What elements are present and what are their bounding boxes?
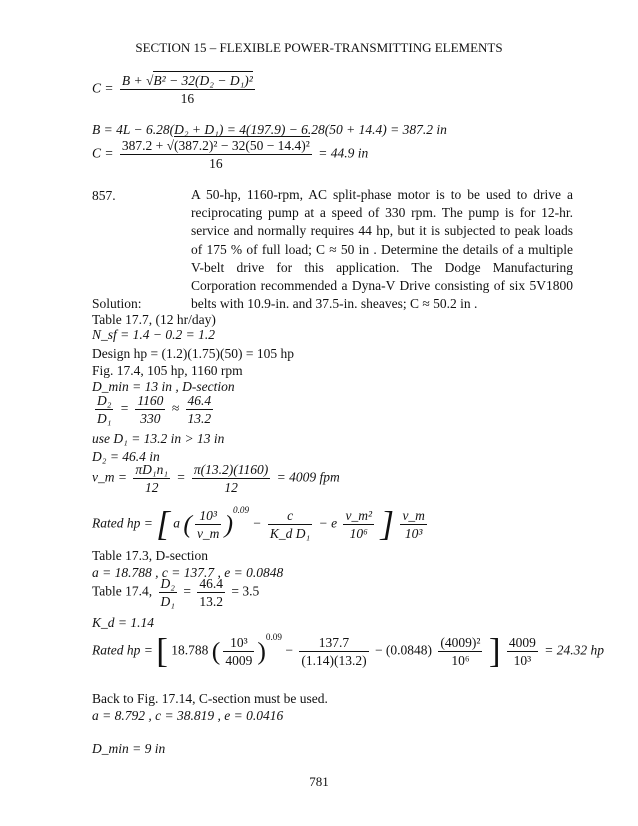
kd-value: K_d = 1.14 [92,615,154,630]
belt-velocity: v_m = $\frac{\text{πD₁n₁}}{12}$ = $\frac{\pi(13.2)(1160)}{12}$ = 4009 fpm [92,462,340,495]
dmin-c-section: D_min = 9 in [92,741,166,756]
speed-ratio: $\frac{\text{D₂}}{\text{D₁}}$ = $\frac{1160}{330}$ ≈ $\frac{46.4}{13.2}$ [97,393,212,426]
eq-lhs: C = [92,80,114,96]
d2-value: D₂ = 46.4 in [92,449,160,464]
coefficients-c-section: a = 8.792 , c = 38.819 , e = 0.0416 [92,708,284,723]
page-number: 781 [309,774,329,789]
eq-num-term: B + [121,73,143,88]
eq-denominator: 16 [180,90,195,106]
design-hp: Design hp = (1.2)(1.75)(50) = 105 hp [92,346,294,361]
service-factor: N_sf = 1.4 − 0.2 = 1.2 [92,327,215,342]
equation-c-general [92,74,258,105]
eq-radicand: B² − 32(D₂ − D₁)² [153,73,253,88]
eq-result: = 44.9 in [318,145,369,161]
equation-b: B = 4L − 6.28(D₂ + D₁) = 4(197.9) − 6.28(50 + 14.4) = 387.2 in [92,122,447,137]
eq-radicand: (387.2)² − 32(50 − 14.4)² [174,138,310,153]
use-d1: use D₁ = 13.2 in > 13 in [92,431,225,446]
back-to-fig: Back to Fig. 17.14, C-section must be used. [92,691,328,706]
rated-hp-numeric: Rated hp = [ 18.788 ( $\frac{\text{10³}}{4009}$ )$^{0.09}$ − $\frac{137.7}{(1.14)(13.2)}$ − (0.0848) $\frac{\text{(4009)²}}{\text{10⁶}}$ ] $\frac{4009}{\text{10³}}$ = 24.32 hp [92,631,605,671]
page-header: SECTION 15 – FLEXIBLE POWER-TRANSMITTING ELEMENTS [135,40,503,55]
eq-num-term: 387.2 + [121,138,164,153]
table-17-7-ref: Table 17.7, (12 hr/day) [92,312,216,327]
coefficients-d-section: a = 18.788 , c = 137.7 , e = 0.0848 [92,565,284,580]
table-17-4-ratio: Table 17.4, $\frac{\text{D₂}}{\text{D₁}}$ = $\frac{46.4}{13.2}$ = 3.5 [92,576,260,609]
solution-heading: Solution: [92,296,142,311]
eq-fraction: $\frac{\text{387.2 + √(387.2)² − 32(50 − 14.4)²}}{16}$ [121,138,310,171]
dmin-d-section: D_min = 13 in , D-section [92,379,235,394]
fig-17-4-ref: Fig. 17.4, 105 hp, 1160 rpm [92,363,243,378]
problem-number: 857. [92,188,116,203]
table-17-3-ref: Table 17.3, D-section [92,548,209,563]
equation-c-numeric [92,139,368,170]
eq-denominator: 16 [209,155,223,171]
rated-hp-formula: Rated hp = [ a ( $\frac{\text{10³}}{v\_m}$ )$^{0.09}$ − $\frac{c}{\text{K\_d D₁}}$ − e $\frac{\text{v\_m²}}{\text{10⁶}}$ ] $\frac{v\_m}{\text{10³}}$ [92,504,425,544]
problem-statement: A 50-hp, 1160-rpm, AC split-phase motor is to be used to drive a reciprocating pump at a speed of 330 rpm. The pump is for 12-hr. service and normally requires 44 hp, but it is subjected to peak loads of 175 % of full load; C ≈ 50 in . Determine the details of a multiple V-belt drive for this application. The Dodge Manufacturing Corporation recommended a Dyna-V Drive consisting of six 5V1800 belts with 10.9-in. and 37.5-in. sheaves; C ≈ 50.2 in . [191,187,573,312]
eq-fraction: $\frac{\text{B + √B² − 32(D₂ − D₁)²}}{16}$ [121,73,253,106]
eq-lhs: C = [92,145,114,161]
